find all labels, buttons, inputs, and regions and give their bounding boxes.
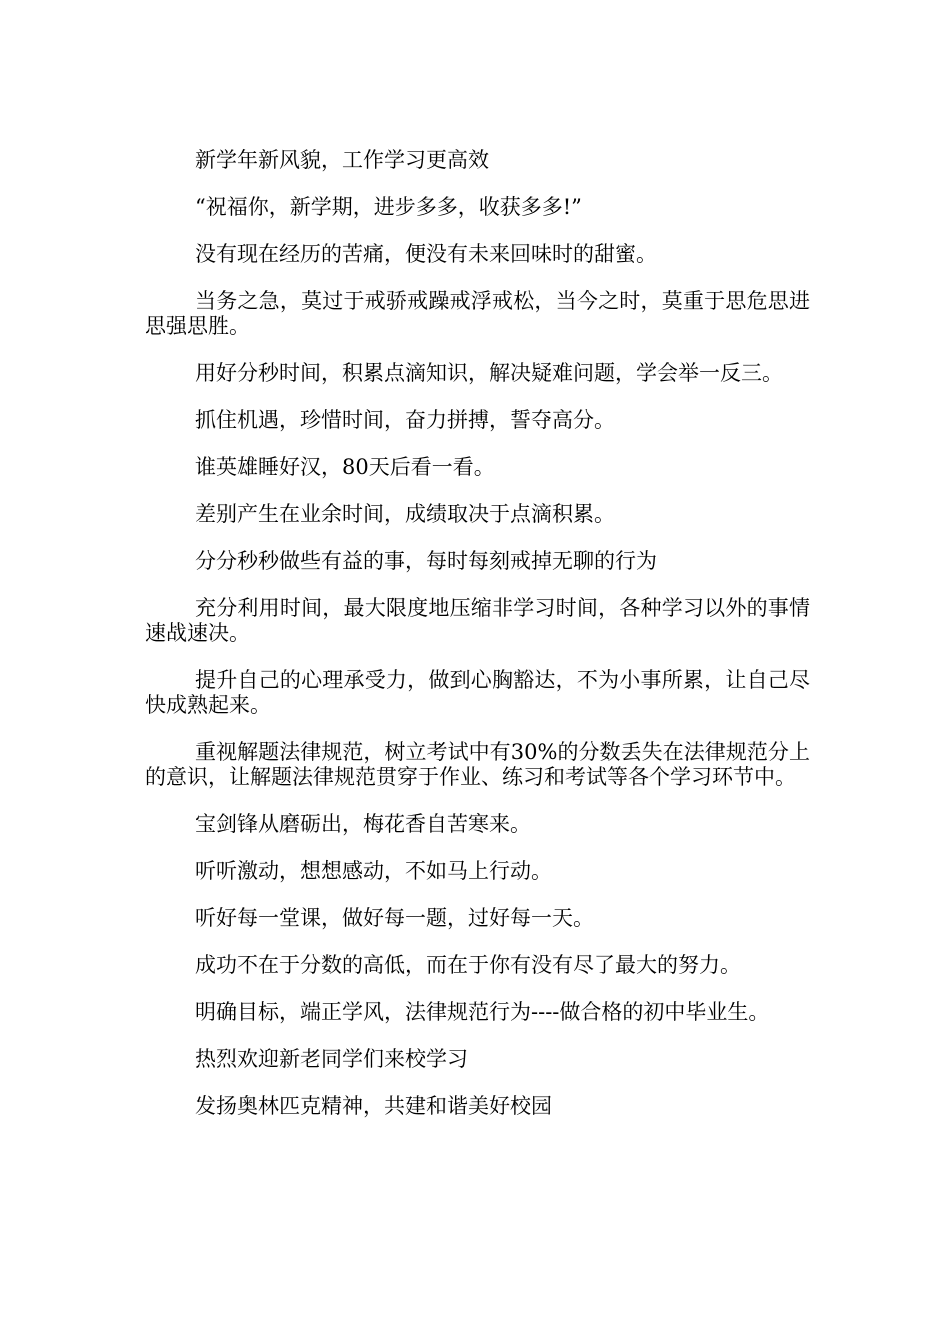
paragraph-18: 热烈欢迎新老同学们来校学习 (195, 1047, 468, 1071)
paragraph-16: 成功不在于分数的高低，而在于你有没有尽了最大的努力。 (195, 953, 741, 977)
paragraph-9: 分分秒秒做些有益的事，每时每刻戒掉无聊的行为 (195, 549, 657, 573)
paragraph-19: 发扬奥林匹克精神，共建和谐美好校园 (195, 1094, 552, 1118)
document-body (145, 148, 810, 1141)
paragraph-14: 听听激动，想想感动，不如马上行动。 (195, 859, 552, 883)
paragraph-4: 当务之急，莫过于戒骄戒躁戒浮戒松，当今之时，莫重于思危思进思强思胜。 (145, 289, 810, 338)
paragraph-12: 重视解题法律规范，树立考试中有30%的分数丢失在法律规范分上的意识，让解题法律规范贯穿于作业、练习和考试等各个学习环节中。 (145, 740, 810, 789)
paragraph-8: 差别产生在业余时间，成绩取决于点滴积累。 (195, 502, 615, 526)
paragraph-1: 新学年新风貌，工作学习更高效 (195, 148, 489, 172)
paragraph-3: 没有现在经历的苦痛，便没有未来回味时的甜蜜。 (195, 242, 657, 266)
paragraph-5: 用好分秒时间，积累点滴知识，解决疑难问题，学会举一反三。 (195, 361, 783, 385)
paragraph-2: “祝福你，新学期，进步多多，收获多多!” (195, 195, 582, 219)
paragraph-7: 谁英雄睡好汉，80天后看一看。 (195, 455, 495, 479)
paragraph-15: 听好每一堂课，做好每一题，过好每一天。 (195, 906, 594, 930)
paragraph-6: 抓住机遇，珍惜时间，奋力拼搏，誓夺高分。 (195, 408, 615, 432)
paragraph-10: 充分利用时间，最大限度地压缩非学习时间，各种学习以外的事情速战速决。 (145, 596, 810, 645)
paragraph-11: 提升自己的心理承受力，做到心胸豁达，不为小事所累，让自己尽快成熟起来。 (145, 668, 810, 717)
paragraph-13: 宝剑锋从磨砺出，梅花香自苦寒来。 (195, 812, 531, 836)
paragraph-17: 明确目标，端正学风，法律规范行为----做合格的初中毕业生。 (195, 1000, 770, 1024)
